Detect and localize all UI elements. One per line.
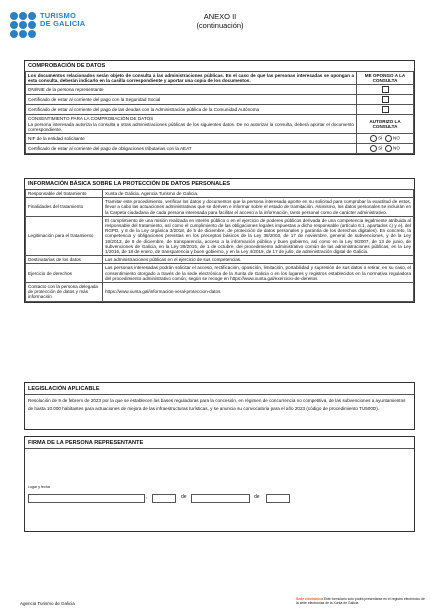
- annex-subtitle: (continuación): [196, 21, 244, 30]
- month-field[interactable]: [191, 494, 250, 503]
- privacy-row-value: Xunta de Galicia. Agencia Turismo de Galicia.: [103, 190, 414, 198]
- table-row: [26, 283, 414, 302]
- privacy-row-label: Legitimación para el tratamiento: [26, 216, 103, 255]
- yes-radio[interactable]: [370, 135, 377, 142]
- brand-line-1: TURISMO: [40, 11, 76, 20]
- consent-row-label: NIF de la entidad solicitante: [26, 134, 357, 144]
- brand-line-2: DE GALICIA: [40, 19, 86, 28]
- privacy-row-value: Tramitar este procedimiento, verificar los datos y documentos que la persona interesada aporte en su solicitud para comprobar la exactitud de estos, llevar a cabo las actuaciones administrativas que se deriven e informar sobre el estado de tramitación. Asimismo, los datos personales se incluirán en la Carpeta ciudadana de cada persona interesada para facilitar el acceso a la información, tanto personal como de carácter administrativo.: [103, 198, 414, 217]
- xunta-logo-icon: [10, 12, 36, 38]
- privacy-section: [24, 178, 415, 303]
- de-separator-1: de: [181, 494, 187, 500]
- data-check-title: COMPROBACIÓN DE DATOS: [28, 63, 106, 69]
- data-check-intro: Los documentos relacionados serán objeto de consulta a las administraciones públicas. En el caso de que las personas interesadas se opongan a esta consulta, deberán indicarlo en la casilla correspondiente y aportar una copia de los documentos.: [26, 72, 357, 85]
- table-row: [26, 256, 414, 264]
- annex-title: ANEXO II: [203, 12, 237, 21]
- consent-block: [26, 115, 357, 134]
- footer-note-text: Este formulario solo podrá presentarse en el registro electrónico de la sede electrónica de la Xunta de Galicia: [296, 597, 425, 605]
- table-row: [26, 95, 414, 105]
- privacy-row-value: Las administraciones públicas en el ejercicio de sus competencias.: [103, 256, 414, 264]
- brand-logo-text: [40, 12, 85, 28]
- privacy-table: [25, 189, 414, 302]
- authorize-header: AUTORIZO LA CONSULTA: [357, 115, 414, 134]
- consent-row-label: Certificado de estar al corriente del pago de obligaciones tributarias con la AEAT: [26, 144, 357, 154]
- oppose-header: ME OPONGO A LA CONSULTA: [357, 72, 414, 85]
- privacy-title: INFORMACIÓN BÁSICA SOBRE LA PROTECCIÓN DE DATOS PERSONALES: [28, 181, 231, 187]
- table-row: [26, 134, 414, 144]
- no-label: NO: [393, 135, 400, 141]
- no-radio[interactable]: [385, 145, 392, 152]
- table-row: [26, 198, 414, 217]
- signature-title: FIRMA DE LA PERSONA REPRESENTANTE: [25, 437, 414, 449]
- table-row: [26, 190, 414, 198]
- privacy-row-value: El cumplimiento de una misión realizada en interés público o en el ejercicio de poderes públicos derivada de una competencia legalmente atribuida al responsable del tratamiento, así como el cumplimiento de las obligaciones legales impuestas a dicho responsable (artículo 6.1, apartados c) y e), del RGPD, y 8 de la Ley orgánica 3/2018, de 5 de diciembre, de protección de datos personales y garantía de los derechos digitales). En concreto, la competencia y obligaciones previstas en los preceptos básicos de la Ley 38/2003, de 17 de noviembre, general de subvenciones, y de la Ley 19/2013, de 9 de diciembre, de transparencia, acceso a la información pública y buen gobierno, así como en la Ley 9/2007, de 13 de junio, de subvenciones de Galicia, en la Ley 39/2015, de 1 de octubre, del procedimiento administrativo común de las administraciones públicas, en la Ley 1/2016, de 18 de enero, de transparencia y buen gobierno, y en la Ley 4/2019, de 17 de julio, de administración digital de Galicia.: [103, 216, 414, 255]
- place-date-label: Lugar y fecha: [28, 485, 50, 489]
- oppose-row-label: Certificado de estar al corriente del pago con la Seguridad Social: [26, 95, 357, 105]
- oppose-checkbox[interactable]: [382, 106, 389, 113]
- table-row: [26, 144, 414, 154]
- de-separator-2: de: [254, 494, 260, 500]
- table-row: [26, 85, 414, 95]
- footer-agency: Agencia Turismo de Galicia: [20, 601, 75, 606]
- oppose-row-label: DNI/NIE de la persona representante: [26, 85, 357, 95]
- sede-logo-icon: Sede electrónica: [296, 597, 323, 601]
- privacy-row-value: https://www.xunta.gal/informacion-xeral-proteccion-datos: [103, 283, 414, 302]
- yes-label: SÍ: [378, 145, 383, 151]
- year-field[interactable]: [266, 494, 290, 503]
- oppose-row-label: Certificado de estar al corriente del pago de las deudas con la Administración pública de la Comunidad Autónoma: [26, 105, 357, 115]
- consent-text: La persona interesada autoriza la consulta a otras administraciones públicas de los siguientes datos. De no autorizar la consulta, deberá aportar el documento correspondiente.: [28, 121, 354, 132]
- annex-heading: [160, 12, 280, 30]
- data-check-section: [24, 60, 415, 155]
- privacy-row-value: Las personas interesadas podrán solicitar el acceso, rectificación, oposición, limitación, portabilidad y supresión de sus datos o retirar, en su caso, el consentimiento otorgado a través de la sede electrónica de la Xunta de Galicia o en los lugares y registros establecidos en la normativa reguladora del procedimiento administrativo común, según se recoge en https://www.xunta.gal/exercicio-de-dereitos: [103, 264, 414, 283]
- yes-label: SÍ: [378, 135, 383, 141]
- legislation-section: [24, 382, 415, 430]
- privacy-row-label: Destinatarias de los datos: [26, 256, 103, 264]
- comma-separator: ,: [146, 494, 148, 500]
- privacy-row-label: Finalidades del tratamiento: [26, 198, 103, 217]
- legislation-title: LEGISLACIÓN APLICABLE: [25, 383, 414, 395]
- oppose-checkbox[interactable]: [382, 96, 389, 103]
- privacy-row-label: Contacto con la persona delegada de protección de datos y más información: [26, 283, 103, 302]
- signature-section: [24, 436, 415, 532]
- table-row: [26, 264, 414, 283]
- privacy-row-label: Responsable del tratamiento: [26, 190, 103, 198]
- privacy-row-label: Ejercicio de derechos: [26, 264, 103, 283]
- oppose-checkbox[interactable]: [382, 86, 389, 93]
- yes-radio[interactable]: [370, 145, 377, 152]
- data-check-table: [25, 71, 414, 154]
- table-row: [26, 105, 414, 115]
- no-radio[interactable]: [385, 135, 392, 142]
- no-label: NO: [393, 145, 400, 151]
- legislation-text: Resolución de 9 de febrero de 2023 por la que se establecen las bases reguladoras para la concesión, en régimen de concurrencia no competitiva, de las subvenciones a ayuntamientos de hasta 10.000 habitantes para actuaciones de mejora de las infraestructuras turísticas, y se anuncia su convocatoria para el año 2023 (código de procedimiento TU500D).: [28, 398, 406, 411]
- day-field[interactable]: [152, 494, 176, 503]
- place-field[interactable]: [28, 494, 148, 503]
- consent-title: CONSENTIMIENTO PARA LA COMPROBACIÓN DE DATOS: [28, 116, 154, 122]
- table-row: [26, 216, 414, 255]
- footer-note: [296, 598, 426, 606]
